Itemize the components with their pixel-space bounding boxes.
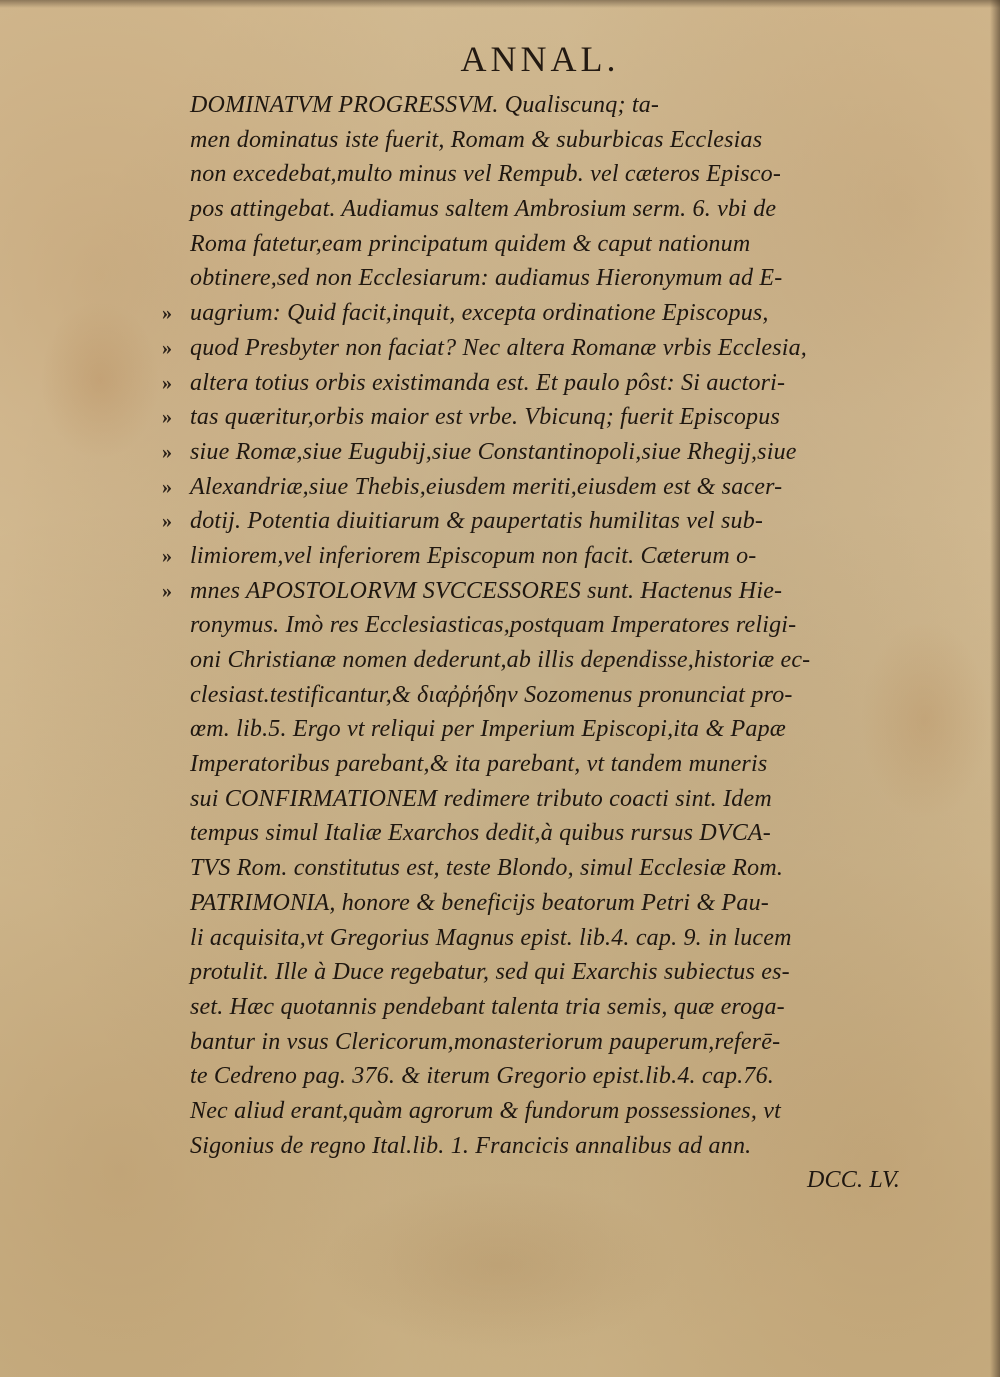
line-text: Roma fatetur,eam principatum quidem & caput nationum	[190, 230, 751, 257]
text-line	[0, 1059, 1000, 1094]
text-line	[0, 816, 1000, 851]
quotation-marker: »	[162, 371, 172, 394]
line-text: altera totius orbis existimanda est. Et paulo pôst: Si auctori-	[190, 369, 786, 396]
text-line	[0, 678, 1000, 713]
text-line	[0, 921, 1000, 956]
line-text: uagrium: Quid facit,inquit, excepta ordinatione Episcopus,	[190, 300, 769, 327]
running-title: ANNAL.	[460, 39, 620, 79]
text-line	[0, 470, 1000, 505]
text-line	[0, 747, 1000, 782]
line-text: TVS Rom. constitutus est, teste Blondo, simul Ecclesiæ Rom.	[190, 855, 784, 882]
text-line	[0, 574, 1000, 609]
text-line	[0, 1094, 1000, 1129]
line-text: obtinere,sed non Ecclesiarum: audiamus Hieronymum ad E-	[190, 265, 783, 292]
text-line	[0, 400, 1000, 435]
quotation-marker: »	[162, 336, 172, 359]
text-line	[0, 192, 1000, 227]
quotation-marker: »	[162, 510, 172, 533]
text-line	[0, 435, 1000, 470]
line-text: Alexandriæ,siue Thebis,eiusdem meriti,eiusdem est & sacer-	[190, 473, 783, 500]
text-line	[0, 1025, 1000, 1060]
line-text: set. Hæc quotannis pendebant talenta tria semis, quæ eroga-	[190, 993, 785, 1020]
line-text: œm. lib.5. Ergo vt reliqui per Imperium Episcopi,ita & Papæ	[190, 716, 786, 743]
quotation-marker: »	[162, 406, 172, 429]
main-text-block	[0, 88, 1000, 1198]
text-line	[0, 886, 1000, 921]
line-text: Nec aliud erant,quàm agrorum & fundorum possessiones, vt	[190, 1097, 781, 1124]
text-line	[0, 1129, 1000, 1164]
line-text: mnes APOSTOLORVM SVCCESSORES sunt. Hactenus Hie-	[190, 577, 783, 604]
text-line	[0, 643, 1000, 678]
line-text: li acquisita,vt Gregorius Magnus epist. lib.4. cap. 9. in lucem	[190, 924, 792, 951]
text-line	[0, 261, 1000, 296]
quotation-marker: »	[162, 579, 172, 602]
text-line	[0, 296, 1000, 331]
text-line	[0, 539, 1000, 574]
line-text: DOMINATVM PROGRESSVM. Qualiscunq; ta-	[190, 92, 660, 118]
line-text: Imperatoribus parebant,& ita parebant, vt tandem muneris	[190, 751, 768, 778]
text-line	[0, 990, 1000, 1025]
line-text: ronymus. Imò res Ecclesiasticas,postquam Imperatores religi-	[190, 612, 797, 639]
line-text: tas quæritur,orbis maior est vrbe. Vbicunq; fuerit Episcopus	[190, 404, 780, 431]
line-text: oni Christianæ nomen dederunt,ab illis dependisse,historiæ ec-	[190, 647, 811, 673]
line-text: Sigonius de regno Ital.lib. 1. Francicis annalibus ad ann.	[190, 1132, 752, 1159]
line-text: quod Presbyter non faciat? Nec altera Romanæ vrbis Ecclesia,	[190, 334, 808, 361]
quotation-marker: »	[162, 475, 172, 498]
text-line	[0, 157, 1000, 192]
quotation-marker: »	[162, 544, 172, 567]
text-line	[0, 608, 1000, 643]
text-line	[0, 331, 1000, 366]
text-line	[0, 123, 1000, 158]
line-text: sui CONFIRMATIONEM redimere tributo coacti sint. Idem	[190, 785, 772, 812]
text-line	[0, 851, 1000, 886]
page-top-edge	[0, 0, 1000, 8]
line-text: bantur in vsus Clericorum,monasteriorum pauperum,referē-	[190, 1028, 781, 1055]
line-text: tempus simul Italiæ Exarchos dedit,à quibus rursus DVCA-	[190, 820, 771, 847]
line-text: men dominatus iste fuerit, Romam & suburbicas Ecclesias	[190, 126, 763, 153]
line-text: te Cedreno pag. 376. & iterum Gregorio epist.lib.4. cap.76.	[190, 1063, 774, 1090]
text-line	[0, 782, 1000, 817]
line-text: siue Romæ,siue Eugubij,siue Constantinopoli,siue Rhegij,siue	[190, 438, 797, 465]
text-line	[0, 712, 1000, 747]
line-text: pos attingebat. Audiamus saltem Ambrosium serm. 6. vbi de	[190, 196, 777, 223]
foxing-stain	[320, 1180, 680, 1350]
line-text: clesiast.testificantur,& διαῤῥήδην Sozomenus pronunciat pro-	[190, 681, 793, 708]
line-text: limiorem,vel inferiorem Episcopum non facit. Cæterum o-	[190, 542, 757, 569]
line-text: PATRIMONIA, honore & beneficijs beatorum Petri & Pau-	[190, 889, 769, 916]
catchword-line	[0, 1163, 1000, 1198]
quotation-marker: »	[162, 302, 172, 325]
line-text: non excedebat,multo minus vel Rempub. vel cæteros Episco-	[190, 161, 782, 188]
text-line	[0, 366, 1000, 401]
text-line	[0, 88, 1000, 123]
catchword: DCC. LV.	[807, 1167, 900, 1194]
text-line	[0, 504, 1000, 539]
line-text: protulit. Ille à Duce regebatur, sed qui Exarchis subiectus es-	[190, 959, 790, 986]
text-line	[0, 227, 1000, 262]
line-text: dotij. Potentia diuitiarum & paupertatis humilitas vel sub-	[190, 508, 764, 535]
text-line	[0, 955, 1000, 990]
quotation-marker: »	[162, 440, 172, 463]
